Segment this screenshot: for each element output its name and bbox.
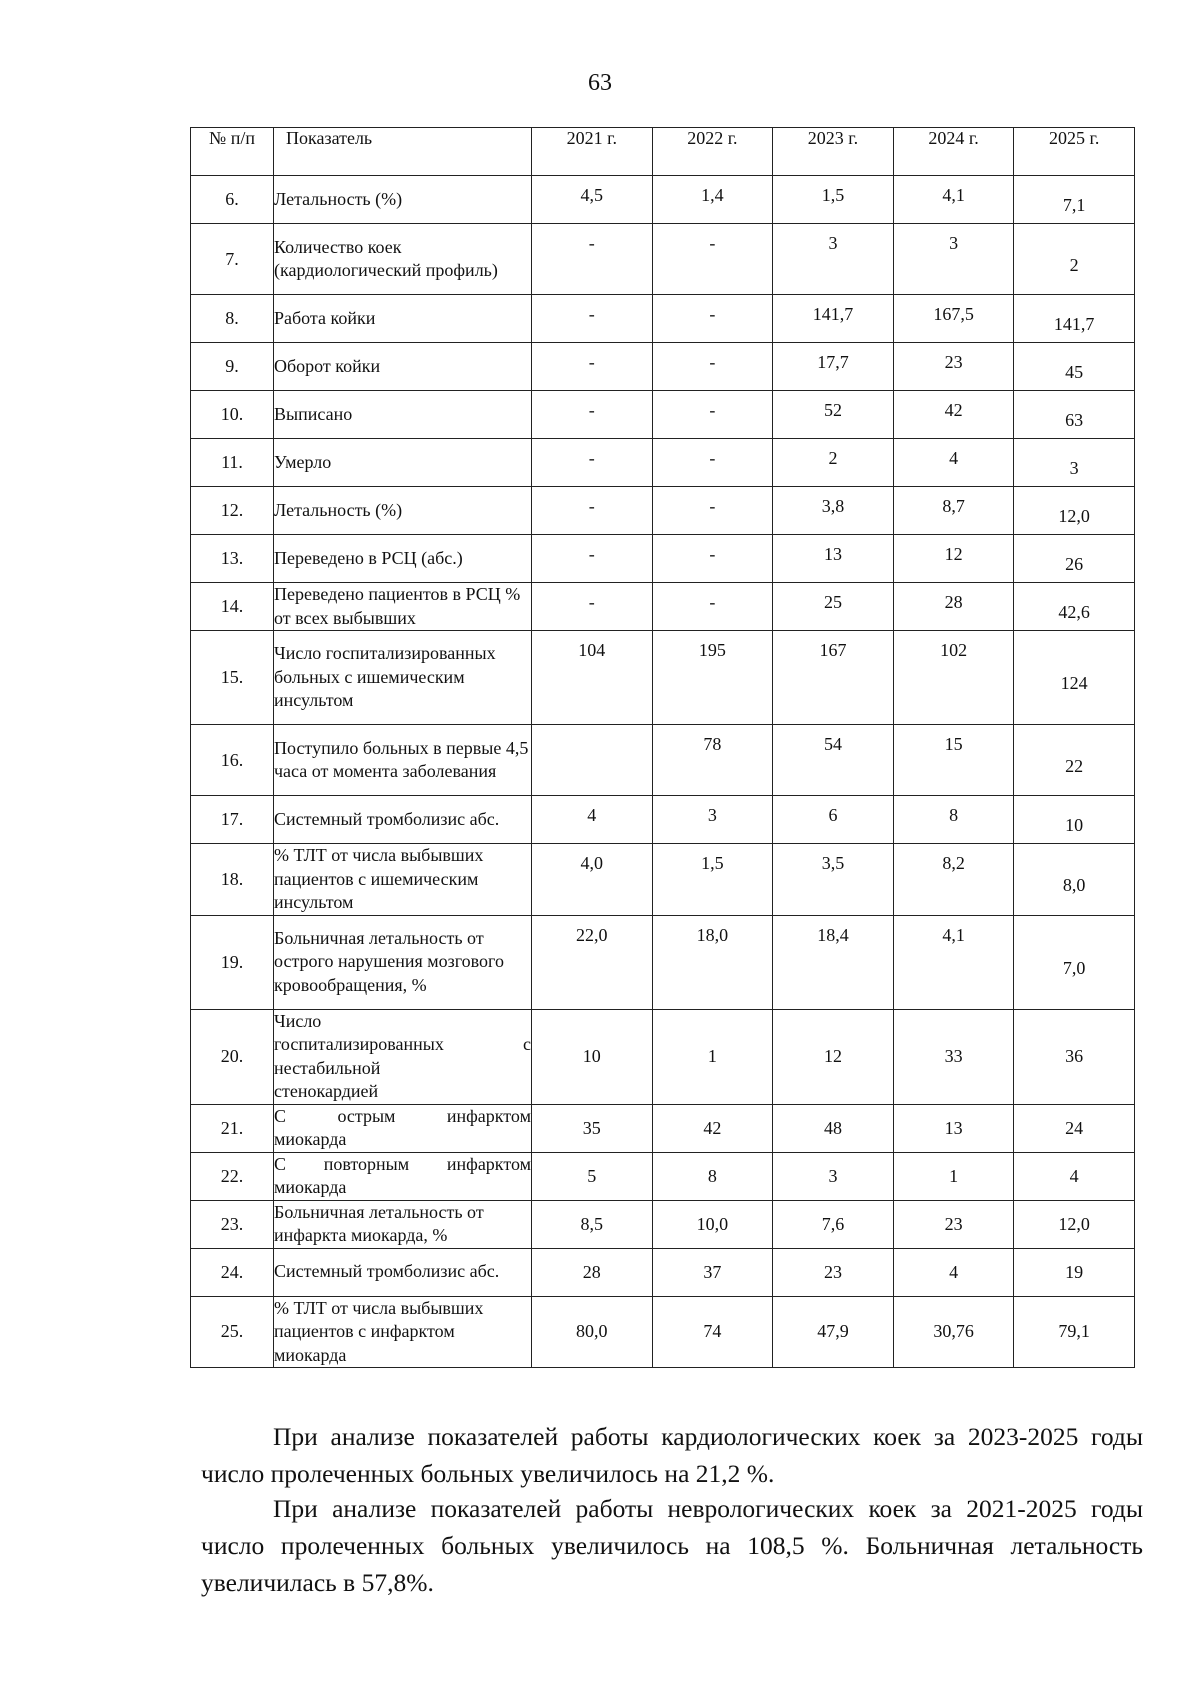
cell-2025: 36 [1014,1009,1135,1104]
row-number: 16. [191,725,274,796]
cell-2023: 17,7 [773,343,894,391]
row-indicator: Летальность (%) [274,176,532,224]
cell-2022: - [652,583,773,631]
cell-2025: 2 [1014,224,1135,295]
cell-2023: 141,7 [773,295,894,343]
cell-2024: 4 [893,439,1014,487]
cell-2024: 4,1 [893,915,1014,1009]
cell-2022: - [652,487,773,535]
cell-2023: 2 [773,439,894,487]
cell-2024: 12 [893,535,1014,583]
cell-2023: 23 [773,1248,894,1296]
row-number: 22. [191,1152,274,1200]
cell-2021: - [532,224,653,295]
cell-2022: 78 [652,725,773,796]
cell-2024: 4 [893,1248,1014,1296]
cell-2023: 3,8 [773,487,894,535]
row-number: 8. [191,295,274,343]
cell-2021: 22,0 [532,915,653,1009]
table-header-row [191,128,1135,176]
cell-2024: 28 [893,583,1014,631]
cell-2023: 167 [773,631,894,725]
table-row [191,631,1135,725]
cell-2022: 18,0 [652,915,773,1009]
cell-2025: 19 [1014,1248,1135,1296]
row-number: 6. [191,176,274,224]
row-number: 14. [191,583,274,631]
header-2021: 2021 г. [532,128,653,176]
header-2024: 2024 г. [893,128,1014,176]
cell-2023: 52 [773,391,894,439]
row-number: 9. [191,343,274,391]
table-row [191,343,1135,391]
cell-2025: 63 [1014,391,1135,439]
cell-2021: - [532,439,653,487]
cell-2022: 10,0 [652,1200,773,1248]
header-2022: 2022 г. [652,128,773,176]
table-row [191,583,1135,631]
row-indicator: Больничная летальность от инфаркта миокарда, % [274,1200,532,1248]
table-row [191,1009,1135,1104]
row-indicator: Количество коек (кардиологический профиль) [274,224,532,295]
cell-2022: - [652,439,773,487]
cell-2025: 141,7 [1014,295,1135,343]
indicator-line: стенокардией [274,1081,379,1101]
row-indicator: % ТЛТ от числа выбывших пациентов с ишемическим инсультом [274,844,532,916]
cell-2025: 12,0 [1014,1200,1135,1248]
cell-2022: - [652,295,773,343]
cell-2023: 18,4 [773,915,894,1009]
cell-2022: - [652,343,773,391]
row-indicator: Умерло [274,439,532,487]
indicator-line: С повторным инфарктом [274,1153,531,1174]
table-row [191,224,1135,295]
cell-2025: 26 [1014,535,1135,583]
row-number: 25. [191,1296,274,1368]
row-indicator: Переведено в РСЦ (абс.) [274,535,532,583]
cell-2025: 42,6 [1014,583,1135,631]
table-row [191,796,1135,844]
cell-2021: 28 [532,1248,653,1296]
table-row [191,391,1135,439]
cell-2021: 4,0 [532,844,653,916]
row-number: 7. [191,224,274,295]
cell-2021: 35 [532,1104,653,1152]
analysis-paragraph-neurology: При анализе показателей работы неврологических коек за 2021-2025 годы число пролеченных больных увеличилось на 108,5 %. Больничная летальность увеличилась в 57,8%. [201,1493,1143,1597]
cell-2024: 30,76 [893,1296,1014,1368]
cell-2024: 3 [893,224,1014,295]
cell-2025: 79,1 [1014,1296,1135,1368]
row-indicator: Число госпитализированных больных с ишемическим инсультом [274,631,532,725]
table-row [191,295,1135,343]
row-number: 21. [191,1104,274,1152]
cell-2021: 4,5 [532,176,653,224]
table-row [191,535,1135,583]
table-row [191,1296,1135,1368]
cell-2023: 12 [773,1009,894,1104]
row-number: 13. [191,535,274,583]
cell-2025: 12,0 [1014,487,1135,535]
header-2025: 2025 г. [1014,128,1135,176]
row-number: 15. [191,631,274,725]
table-body [191,176,1135,1368]
cell-2021: 10 [532,1009,653,1104]
indicator-line: миокарда [274,1129,347,1149]
row-indicator [274,1104,532,1152]
cell-2022: 195 [652,631,773,725]
cell-2021: - [532,583,653,631]
table-row [191,439,1135,487]
table-row [191,1152,1135,1200]
row-indicator: Выписано [274,391,532,439]
row-indicator: Больничная летальность от острого нарушения мозгового кровообращения, % [274,915,532,1009]
cell-2021: - [532,391,653,439]
indicator-line: миокарда [274,1177,347,1197]
cell-2024: 23 [893,1200,1014,1248]
table-row [191,1104,1135,1152]
cell-2023: 6 [773,796,894,844]
cell-2021: 5 [532,1152,653,1200]
table-row [191,1200,1135,1248]
indicator-line: Число [274,1010,322,1031]
table-row [191,725,1135,796]
cell-2025: 45 [1014,343,1135,391]
cell-2024: 4,1 [893,176,1014,224]
cell-2023: 3 [773,1152,894,1200]
cell-2025: 7,1 [1014,176,1135,224]
cell-2024: 8 [893,796,1014,844]
header-number: № п/п [191,128,274,176]
row-indicator: Поступило больных в первые 4,5 часа от момента заболевания [274,725,532,796]
cell-2024: 15 [893,725,1014,796]
row-indicator [274,1009,532,1104]
cell-2022: 1,5 [652,844,773,916]
cell-2023: 47,9 [773,1296,894,1368]
cell-2022: 42 [652,1104,773,1152]
cell-2022: 74 [652,1296,773,1368]
cell-2021: 4 [532,796,653,844]
header-indicator: Показатель [274,128,532,176]
row-number: 10. [191,391,274,439]
cell-2025: 24 [1014,1104,1135,1152]
row-indicator: Системный тромболизис абс. [274,796,532,844]
row-number: 24. [191,1248,274,1296]
analysis-paragraph-cardiology: При анализе показателей работы кардиологических коек за 2023-2025 годы число пролеченных больных увеличилось на 21,2 %. [201,1421,1143,1488]
cell-2021: - [532,487,653,535]
cell-2025: 124 [1014,631,1135,725]
cell-2025: 7,0 [1014,915,1135,1009]
row-number: 19. [191,915,274,1009]
cell-2025: 3 [1014,439,1135,487]
cell-2021: 8,5 [532,1200,653,1248]
row-indicator: Системный тромболизис абс. [274,1248,532,1296]
row-indicator: Работа койки [274,295,532,343]
table-row [191,487,1135,535]
page-number: 63 [588,70,612,96]
cell-2023: 13 [773,535,894,583]
cell-2024: 13 [893,1104,1014,1152]
cell-2024: 1 [893,1152,1014,1200]
cell-2024: 8,7 [893,487,1014,535]
cell-2021: - [532,343,653,391]
cell-2025: 22 [1014,725,1135,796]
cell-2025: 10 [1014,796,1135,844]
row-indicator [274,1152,532,1200]
cell-2025: 8,0 [1014,844,1135,916]
cell-2024: 42 [893,391,1014,439]
table-row [191,1248,1135,1296]
cell-2023: 25 [773,583,894,631]
cell-2022: 1,4 [652,176,773,224]
cell-2023: 54 [773,725,894,796]
header-2023: 2023 г. [773,128,894,176]
indicator-line: нестабильной [274,1057,381,1078]
cell-2023: 3,5 [773,844,894,916]
cell-2022: 37 [652,1248,773,1296]
cell-2023: 7,6 [773,1200,894,1248]
cell-2024: 167,5 [893,295,1014,343]
row-number: 18. [191,844,274,916]
cell-2023: 3 [773,224,894,295]
cell-2024: 102 [893,631,1014,725]
cell-2022: 3 [652,796,773,844]
table-row [191,844,1135,916]
cell-2024: 8,2 [893,844,1014,916]
cell-2021 [532,725,653,796]
cell-2021: 80,0 [532,1296,653,1368]
row-number: 17. [191,796,274,844]
cell-2021: - [532,535,653,583]
cell-2021: - [532,295,653,343]
row-number: 20. [191,1009,274,1104]
row-indicator: % ТЛТ от числа выбывших пациентов с инфарктом миокарда [274,1296,532,1368]
row-indicator: Летальность (%) [274,487,532,535]
cell-2022: 1 [652,1009,773,1104]
table-row [191,176,1135,224]
row-number: 12. [191,487,274,535]
cell-2022: - [652,391,773,439]
cell-2024: 23 [893,343,1014,391]
cell-2025: 4 [1014,1152,1135,1200]
cell-2021: 104 [532,631,653,725]
indicator-line: госпитализированных с [274,1034,531,1054]
indicator-line: С острым инфарктом [274,1105,531,1126]
cell-2022: - [652,224,773,295]
indicators-table [190,127,1135,1368]
row-number: 11. [191,439,274,487]
cell-2022: 8 [652,1152,773,1200]
cell-2023: 48 [773,1104,894,1152]
cell-2024: 33 [893,1009,1014,1104]
row-indicator: Переведено пациентов в РСЦ % от всех выбывших [274,583,532,631]
row-number: 23. [191,1200,274,1248]
cell-2023: 1,5 [773,176,894,224]
cell-2022: - [652,535,773,583]
table-row [191,915,1135,1009]
row-indicator: Оборот койки [274,343,532,391]
